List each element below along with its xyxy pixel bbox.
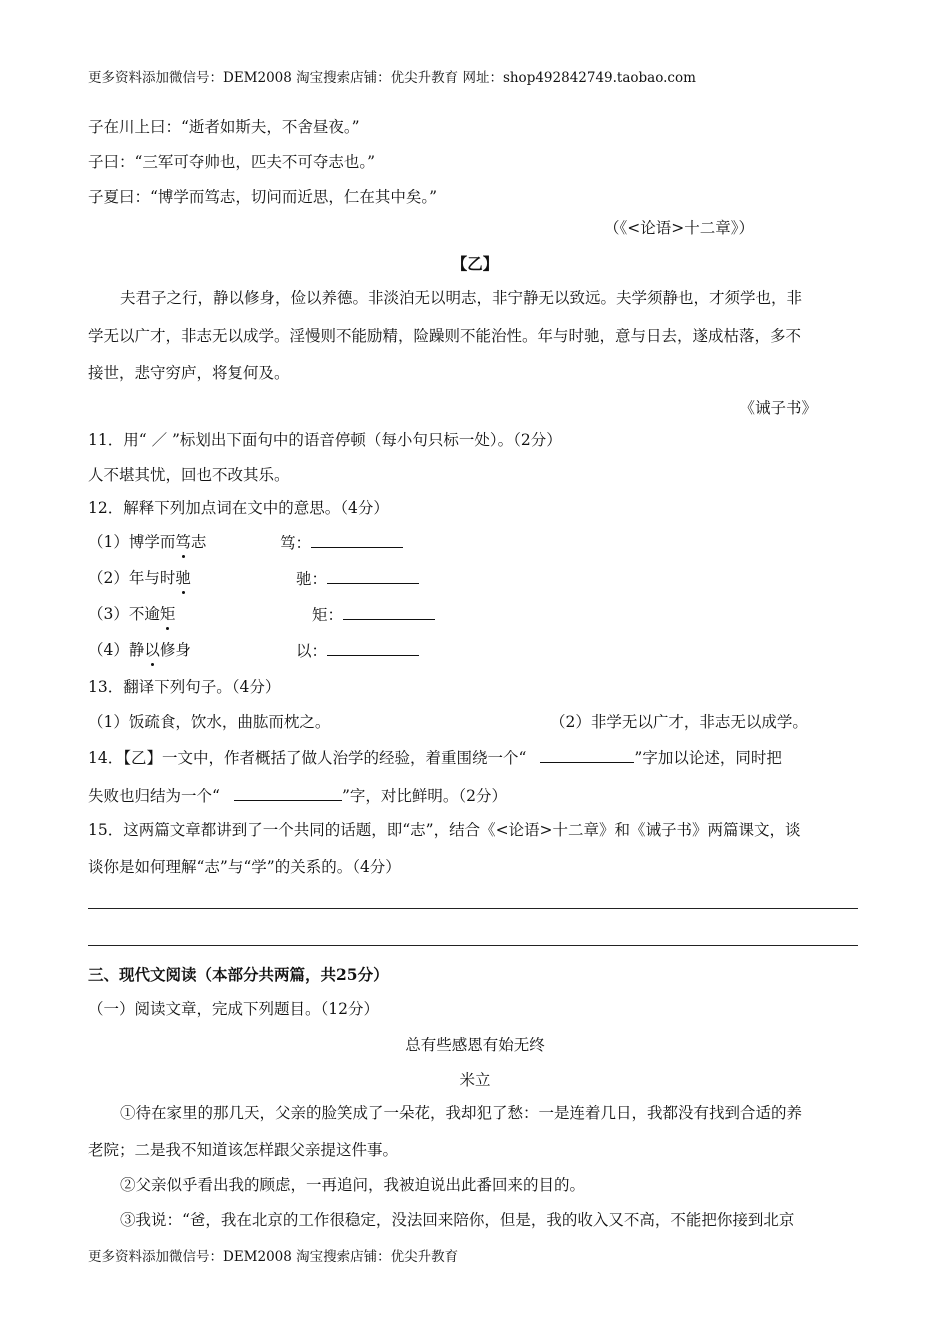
section-3-title: 三、现代文阅读（本部分共两篇，共25分） [88, 965, 389, 984]
item-pre: 静 [128, 641, 145, 659]
jia-line-3: 子夏曰：“博学而笃志，切问而近思，仁在其中矣。” [88, 188, 438, 206]
jia-line-1: 子在川上曰：“逝者如斯夫，不舍昼夜。” [88, 118, 360, 136]
yi-source: 《诫子书》 [739, 399, 817, 417]
q12-item-2 [88, 568, 191, 588]
dotted-word: 驰 [175, 569, 191, 587]
paragraph-1-line-2: 老院；二是我不知道该怎样跟父亲提这件事。 [88, 1141, 399, 1159]
answer-label: 以： [296, 642, 328, 660]
item-pre: 年与时 [128, 569, 176, 587]
answer-line-2[interactable] [88, 945, 858, 946]
yi-line-1: 夫君子之行，静以修身，俭以养德。非淡泊无以明志，非宁静无以致远。夫学须静也，才须学也，非 [120, 289, 803, 307]
dotted-word: 矩 [159, 605, 176, 623]
yi-title: 【乙】 [451, 254, 499, 273]
item-num: （3） [88, 605, 129, 623]
answer-label: 矩： [312, 606, 344, 624]
q13-sentence-2: （2）非学无以广才，非志无以成学。 [550, 713, 808, 731]
item-num: （1） [88, 533, 129, 551]
q12-item-3 [88, 604, 175, 624]
q15-line-1: 15．这两篇文章都讲到了一个共同的话题，即“志”，结合《<论语>十二章》和《诫子书》两篇课文，谈 [88, 821, 801, 839]
q12-answer-4 [296, 640, 419, 661]
yi-line-3: 接世，悲守穷庐，将复何及。 [88, 364, 290, 382]
q12-item-1 [88, 532, 206, 552]
q11-sentence: 人不堪其忧，回也不改其乐。 [88, 466, 290, 484]
q13-sentence-1: （1）饭疏食，饮水，曲肱而枕之。 [88, 713, 331, 731]
answer-label: 驰： [296, 570, 328, 588]
answer-label: 笃： [280, 534, 312, 552]
page-footer: 更多资料添加微信号：DEM2008 淘宝搜索店铺：优尖升教育 [88, 1249, 459, 1265]
article-author: 米立 [459, 1071, 491, 1089]
answer-blank[interactable] [343, 604, 435, 620]
dotted-word: 笃 [175, 533, 191, 551]
jia-line-2: 子曰：“三军可夺帅也，匹夫不可夺志也。” [88, 153, 376, 171]
jia-source: （《<论语>十二章》） [604, 219, 754, 237]
q14-part-c: 失败也归结为一个“ [88, 787, 220, 805]
q12-answer-1 [280, 532, 403, 553]
item-num: （2） [88, 569, 129, 587]
q13-text: 13．翻译下列句子。（4分） [88, 678, 281, 696]
item-post: 志 [190, 533, 207, 551]
q14-blank-1[interactable] [540, 747, 634, 763]
item-pre: 博学而 [128, 533, 176, 551]
paragraph-3-line-1: ③我说：“爸，我在北京的工作很稳定，没法回来陪你，但是，我的收入又不高，不能把你接到北京 [120, 1211, 795, 1229]
paragraph-1-line-1: ①待在家里的那几天，父亲的脸笑成了一朵花，我却犯了愁：一是连着几日，我都没有找到合适的养 [120, 1104, 803, 1122]
article-title: 总有些感恩有始无终 [405, 1036, 545, 1054]
answer-blank[interactable] [327, 640, 419, 656]
q14-part-d: ”字，对比鲜明。（2分） [341, 787, 507, 805]
item-post: 修身 [159, 641, 191, 659]
q12-answer-3 [312, 604, 435, 625]
answer-blank[interactable] [327, 568, 419, 584]
section-3-sub: （一）阅读文章，完成下列题目。（12分） [88, 1000, 379, 1018]
q12-text: 12．解释下列加点词在文中的意思。（4分） [88, 499, 389, 517]
q14-part-b: ”字加以论述，同时把 [634, 749, 782, 767]
q14-line-2 [88, 785, 507, 806]
q12-item-4 [88, 640, 191, 660]
q12-answer-2 [296, 568, 419, 589]
dotted-word: 以 [144, 641, 160, 659]
item-num: （4） [88, 641, 129, 659]
page-header: 更多资料添加微信号：DEM2008 淘宝搜索店铺：优尖升教育 网址：shop492842749.taobao.com [88, 70, 696, 86]
q14-part-a: 14．【乙】一文中，作者概括了做人治学的经验，着重围绕一个“ [88, 749, 527, 767]
answer-line-1[interactable] [88, 908, 858, 909]
q11-text: 11．用“ ／ ”标划出下面句中的语音停顿（每小句只标一处）。（2分） [88, 431, 562, 449]
item-pre: 不逾 [128, 605, 160, 623]
q14-line-1 [88, 747, 782, 768]
q14-blank-2[interactable] [234, 785, 342, 801]
paragraph-2: ②父亲似乎看出我的顾虑，一再追问，我被迫说出此番回来的目的。 [120, 1176, 586, 1194]
answer-blank[interactable] [311, 532, 403, 548]
yi-line-2: 学无以广才，非志无以成学。淫慢则不能励精，险躁则不能治性。年与时驰，意与日去，遂成枯落，多不 [88, 327, 802, 345]
q15-line-2: 谈你是如何理解“志”与“学”的关系的。（4分） [88, 858, 401, 876]
